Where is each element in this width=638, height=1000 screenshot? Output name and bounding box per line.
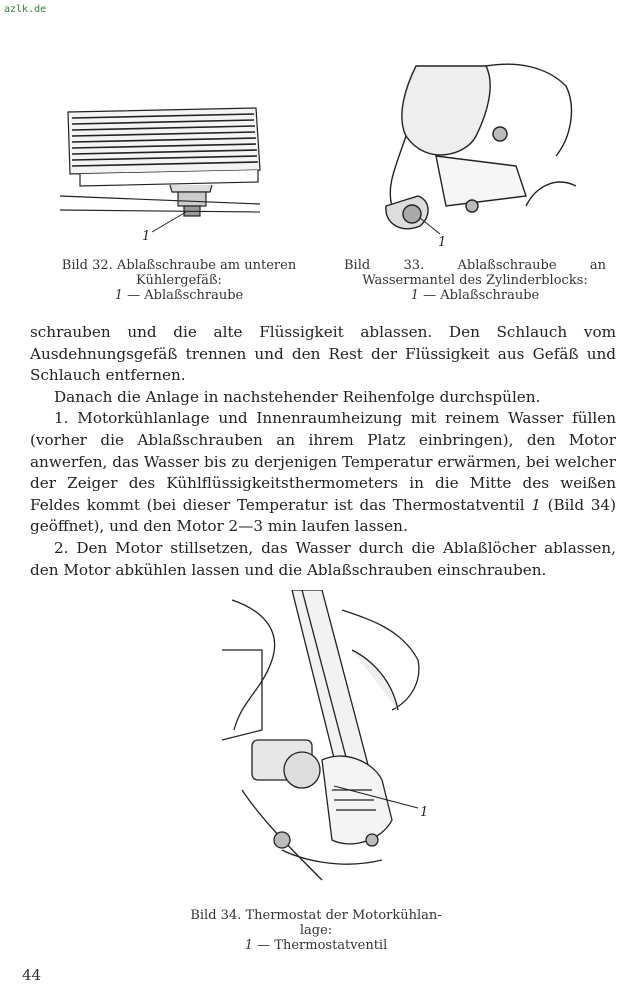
paragraph-3-reference: 1 [531, 495, 541, 514]
paragraph-3-text-a: 1. Motorkühlanlage und Innenraumheizung mit reinem Wasser füllen (vorher die Ablaßschrauben an ihrem Platz einbringen), den Motor anwerfen, das Wasser bis zu derjenigen Temperatur erwärmen, bei welcher der Zeiger des Kühlflüssigkeitsthermometers in die Mitte des weißen Feldes kommt (bei dieser Temperatur ist das Thermostatventil [30, 409, 616, 514]
figure-34-caption-line3 [174, 938, 458, 953]
paragraph-2: Danach die Anlage in nachstehender Reihenfolge durchspülen. [54, 387, 541, 406]
site-watermark: azlk.de [4, 4, 47, 15]
figure-32-caption-line3 [46, 288, 312, 303]
figure-34-caption-line1: Bild 34. Thermostat der Motorkühlan- [190, 908, 442, 923]
figure-32-legend-number: 1 [114, 288, 123, 303]
figure-34-legend-text: — Thermostatventil [257, 938, 388, 953]
figure-32-legend-text: — Ablaßschraube [127, 288, 244, 303]
figure-34-caption [174, 908, 458, 953]
figure-34-caption-line2: lage: [299, 923, 333, 938]
paragraph-3 [30, 408, 616, 538]
figure-33-legend-text: — Ablaßschraube [423, 288, 540, 303]
figure-32-caption-line1: Bild 32. Ablaßschraube am unteren [61, 258, 297, 273]
figure-32-illustration [60, 100, 270, 250]
page-number: 44 [22, 966, 42, 984]
paragraph-1: schrauben und die alte Flüssigkeit ablassen. Den Schlauch vom Ausdehnungsgefäß trennen und den Rest der Flüssigkeit aus Gefäß und Schlauch entfernen. [30, 323, 616, 385]
figure-33-caption-text: Bild 33. Ablaßschraube an Wassermantel des Zylinderblocks: [344, 258, 606, 288]
figure-34-illustration [222, 590, 442, 890]
figure-32-caption [46, 258, 312, 303]
figure-34-legend-number: 1 [244, 938, 254, 953]
body-text [30, 322, 616, 581]
figure-33-legend-number: 1 [410, 288, 419, 303]
figure-33-caption-line3 [336, 288, 614, 303]
figure-33-illustration [376, 56, 586, 252]
figure-33-caption [336, 258, 614, 303]
figure-33-callout: 1 [438, 235, 447, 250]
paragraph-4: 2. Den Motor stillsetzen, das Wasser durch die Ablaßlöcher ablassen, den Motor abkühlen lassen und die Ablaßschrauben einschrauben. [30, 538, 616, 579]
paragraph-3-text-b: (Bild 34) geöffnet), und den Motor 2—3 min laufen lassen. [30, 495, 617, 536]
figure-32-callout: 1 [142, 229, 151, 244]
figure-34-callout: 1 [420, 805, 429, 820]
figure-32-caption-line2: Kühlergefäß: [136, 273, 222, 288]
